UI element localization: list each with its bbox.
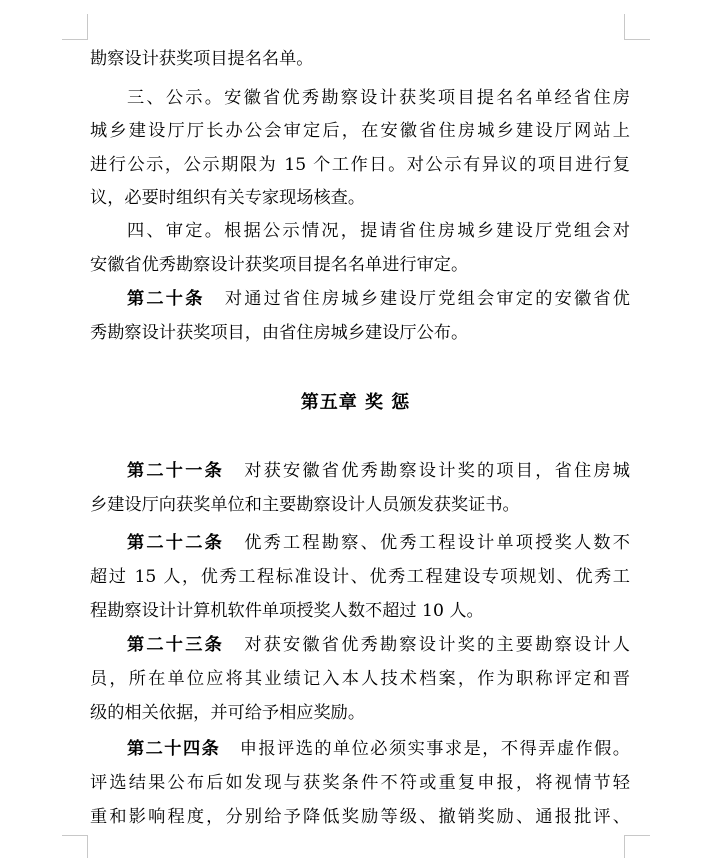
crop-mark-top-left-v (87, 14, 88, 40)
paragraph-line: 超过 15 人，优秀工程标准设计、优秀工程建设专项规划、优秀工 (90, 567, 630, 587)
article-label: 第二十四条 (127, 739, 221, 759)
paragraph-line: 城乡建设厅厅长办公会审定后，在安徽省住房城乡建设厅网站上 (90, 121, 630, 141)
paragraph-line: 进行公示，公示期限为 15 个工作日。对公示有异议的项目进行复 (90, 155, 630, 175)
paragraph-line: 三、公示。安徽省优秀勘察设计获奖项目提名名单经省住房 (127, 88, 630, 108)
article-text: 对获安徽省优秀勘察设计奖的项目，省住房城 (242, 461, 630, 481)
crop-mark-top-right-v (624, 14, 625, 40)
chapter-title: 第五章 奖 惩 (300, 392, 411, 413)
crop-mark-bottom-right-v (624, 835, 625, 858)
article-label: 第二十二条 (127, 533, 224, 553)
paragraph-line: 秀勘察设计获奖项目，由省住房城乡建设厅公布。 (90, 323, 469, 343)
article-21-line (127, 460, 630, 482)
paragraph-line: 评选结果公布后如发现与获奖条件不符或重复申报，将视情节轻 (90, 773, 630, 793)
article-text: 对获安徽省优秀勘察设计奖的主要勘察设计人 (242, 635, 630, 655)
paragraph-line: 级的相关依据，并可给予相应奖励。 (90, 703, 366, 723)
article-22-line (127, 532, 630, 554)
paragraph-line: 安徽省优秀勘察设计获奖项目提名名单进行审定。 (90, 255, 469, 275)
article-20-line (127, 288, 630, 310)
paragraph-line: 勘察设计获奖项目提名名单。 (90, 49, 314, 69)
crop-mark-bottom-right-h (624, 835, 650, 836)
article-23-line (127, 634, 630, 656)
article-text: 申报评选的单位必须实事求是，不得弄虚作假。 (238, 739, 630, 759)
article-24-line (127, 738, 630, 760)
crop-mark-top-right-h (624, 39, 650, 40)
paragraph-line: 重和影响程度，分别给予降低奖励等级、撤销奖励、通报批评、 (90, 807, 630, 827)
crop-mark-bottom-left-h (62, 835, 88, 836)
paragraph-line: 程勘察设计计算机软件单项授奖人数不超过 10 人。 (90, 601, 484, 621)
paragraph-line: 四、审定。根据公示情况，提请省住房城乡建设厅党组会对 (127, 221, 630, 241)
article-label: 第二十三条 (127, 635, 224, 655)
paragraph-line: 议，必要时组织有关专家现场核查。 (90, 188, 366, 208)
paragraph-line: 乡建设厅向获奖单位和主要勘察设计人员颁发获奖证书。 (90, 495, 520, 515)
article-label: 第二十一条 (127, 461, 224, 481)
article-label: 第二十条 (127, 289, 205, 309)
article-text: 对通过省住房城乡建设厅党组会审定的安徽省优 (222, 289, 630, 309)
article-text: 优秀工程勘察、优秀工程设计单项授奖人数不 (242, 533, 630, 553)
paragraph-line: 员，所在单位应将其业绩记入本人技术档案，作为职称评定和晋 (90, 669, 630, 689)
crop-mark-top-left-h (62, 39, 88, 40)
crop-mark-bottom-left-v (87, 835, 88, 858)
